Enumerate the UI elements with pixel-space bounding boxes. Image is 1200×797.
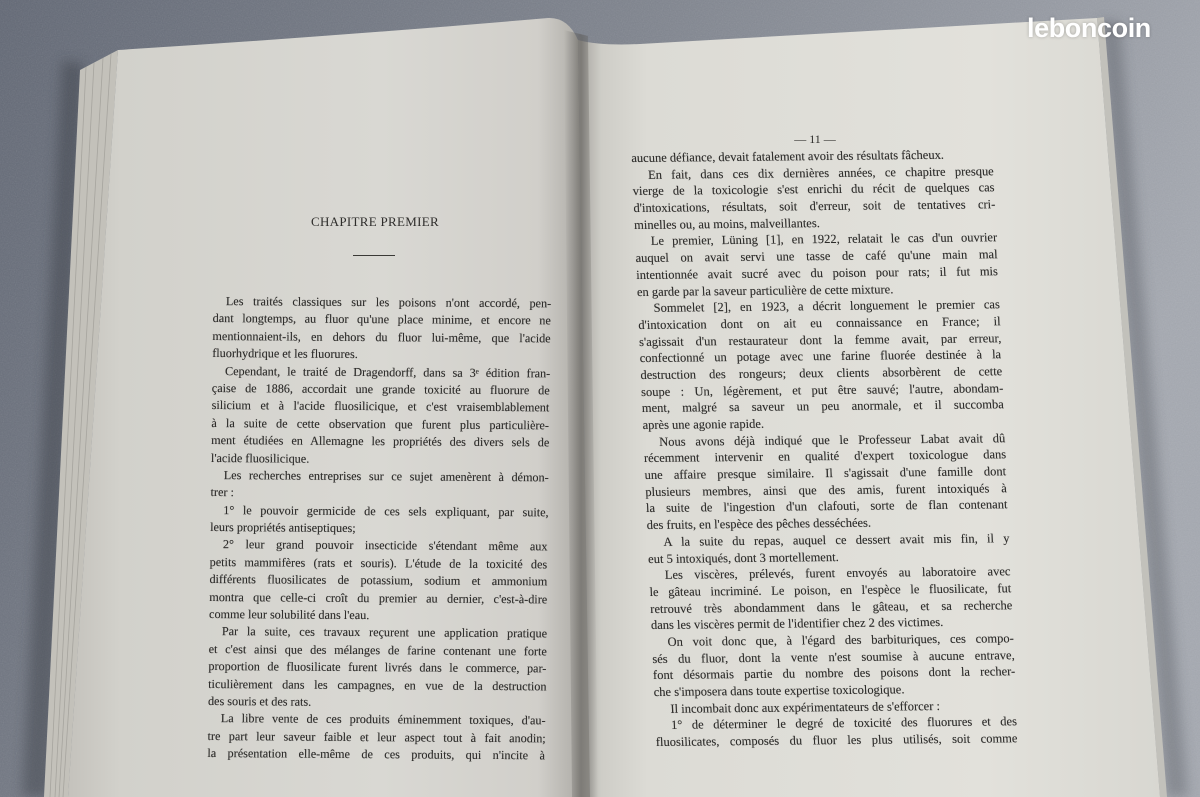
text-line-content: proportion de fluosilicate furent livrés dans le commerce, par- xyxy=(208,659,547,676)
paragraph xyxy=(209,536,548,625)
text-line-content: dans les viscères permit de l'identifier chez 2 des victimes. xyxy=(650,615,944,633)
text-line-content: à la suite de cette observation que furent plus particulière- xyxy=(211,415,550,433)
paragraph xyxy=(212,293,551,365)
paragraph xyxy=(211,363,550,470)
text-line-content: fluorhydrique et les fluorures. xyxy=(212,346,358,362)
text-line-content: Les traités classiques sur les poisons n'ont accordé, pen- xyxy=(225,294,552,311)
text-line-content: font désormais partie du nombre des poisons dont la recher- xyxy=(652,664,1016,683)
right-page-text xyxy=(631,146,1018,751)
chapter-title-rule xyxy=(353,255,395,256)
text-line-content: Il incombait donc aux expérimentateurs de s'efforcer : xyxy=(670,698,941,716)
text-line-content: après une agonie rapide. xyxy=(642,416,765,432)
text-line-content: çaise de 1886, accordait une grande toxicité au fluorure de xyxy=(211,380,550,398)
text-line-content: l'acide fluosilicique. xyxy=(210,450,310,466)
paragraph xyxy=(210,467,548,504)
page-number: — 11 — xyxy=(794,132,836,146)
text-line-content: une affaire presque similaire. Il s'agissait d'une famille dont xyxy=(644,464,1007,483)
paragraph xyxy=(207,710,546,765)
text-line-content: plusieurs membres, ainsi que des amis, furent intoxiqués à xyxy=(645,480,1008,499)
paragraph xyxy=(208,623,547,712)
text-line-content: différents fluosilicates de potassium, sodium et ammonium xyxy=(209,572,548,589)
paragraph xyxy=(634,230,999,301)
text-line-content: fluosilicates, composés du fluor les plus utilisés, soit comme xyxy=(655,731,1018,750)
text-line xyxy=(211,467,549,487)
text-line-content: d'intoxication dont on ait eu connaissance en France; il xyxy=(638,314,1001,332)
watermark-logo: leboncoin xyxy=(1027,13,1151,43)
text-line-content: retrouvé très abondamment dans le gâteau, et sa recherche xyxy=(649,597,1013,616)
text-line-content: confectionné un potage avec une farine fluorée destinée à la xyxy=(639,347,1002,366)
text-line-content: montra que celle-ci croît du premier au dernier, c'est-à-dire xyxy=(209,589,548,607)
text-line-content: 1° le pouvoir germicide de ces sels expliquant, par suite, xyxy=(223,502,549,520)
text-line-content: Les viscères, prélevés, furent envoyés au laboratoire avec xyxy=(664,564,1011,583)
paragraph xyxy=(651,630,1016,701)
text-line-content: des souris et des rats. xyxy=(207,693,312,709)
text-line-content: Les recherches entreprises sur ce sujet amenèrent à démon- xyxy=(223,467,549,485)
text-line-content: comme leur solubilité dans l'eau. xyxy=(208,607,370,623)
paragraph xyxy=(210,502,548,539)
text-line-content: ment étudiées en Allemagne les propriétés des divers sels de xyxy=(211,433,550,450)
chapter-title: CHAPITRE PREMIER xyxy=(311,214,439,229)
text-line-content: 1° de déterminer le degré de toxicité des fluorures et des xyxy=(670,714,1018,733)
text-line-content: ticulièrement dans les campagnes, en vue de la destruction xyxy=(208,676,547,693)
text-line-content: On voit donc que, à l'égard des barbituriques, ces compo- xyxy=(667,631,1015,649)
text-line-content: intentionnée avait sucré avec du poison pour rats; il fut mis xyxy=(635,264,999,282)
text-line-content: Nous avons déjà indiqué que le Professeur Labat avait dû xyxy=(658,430,1006,449)
text-line-content: ment, malgré sa saveur un peu anormale, et il succomba xyxy=(641,397,1005,416)
paragraph xyxy=(648,563,1013,634)
text-line-content: en garde par la saveur particulière de cette mixture. xyxy=(636,281,894,299)
left-page-text xyxy=(207,293,551,765)
text-line-content: et c'est ainsi que des mélanges de farine contenant une forte xyxy=(208,641,547,659)
text-line-content: auquel on avait servi une tasse de café qu'une main mal xyxy=(635,247,998,266)
text-line-content: che s'imposera dans toute expertise toxicologique. xyxy=(653,682,905,699)
text-line-content: mentionnaient-ils, en dehors du fluor lui-même, que l'acide xyxy=(212,328,551,346)
text-line-content: des fruits, en l'espèce des pêches desséchées. xyxy=(646,515,872,533)
paragraph xyxy=(632,163,997,234)
text-line-content: destruction des rongeurs; deux clients absorbèrent de cette xyxy=(640,364,1003,382)
paragraph xyxy=(647,530,1010,567)
text-line-content: A la suite du repas, auquel ce dessert avait mis fin, il y xyxy=(663,531,1010,549)
text-line-content: récemment intervenir en qualité d'expert toxicologue dans xyxy=(643,447,1007,466)
text-line-content: la présentation elle-même de ces produits, qui n'incite à xyxy=(207,746,546,763)
text-line-content: sés du fluor, dont la vente n'est soumise à aucune entrave, xyxy=(652,647,1015,666)
text-line-content: le gâteau incriminé. Le poison, en l'espèce le fluosilicate, fut xyxy=(649,581,1012,599)
text-line-content: silicium et à l'acide fluosilicique, et c'est vraisemblablement xyxy=(211,398,550,415)
paragraph xyxy=(655,714,1018,751)
text-line xyxy=(207,745,545,765)
text-line-content: Par la suite, ces travaux reçurent une application pratique xyxy=(221,624,548,641)
text-line-content: tre part leur saveur faible et leur aspect tout à fait anodin; xyxy=(207,728,546,746)
text-line-content: leurs propriétés antiseptiques; xyxy=(210,520,356,536)
text-line-content: 2° leur grand pouvoir insecticide s'étendant même aux xyxy=(222,537,548,554)
paragraph xyxy=(643,430,1009,534)
text-line-content: petits mammifères (rats et souris). L'étude de la toxicité des xyxy=(209,554,548,572)
text-line-content: d'intoxications, résultats, soit d'erreur, soit de tentatives cri- xyxy=(633,197,996,216)
text-line-content: soupe : Un, légèrement, et put être sauvé; l'autre, abondam- xyxy=(640,380,1004,399)
text-line-content: aucune défiance, devait fatalement avoir des résultats fâcheux. xyxy=(631,147,945,165)
text-line-content: la suite de l'ingestion d'un clafouti, sorte de flan contenant xyxy=(645,497,1008,516)
text-line-content: dant longtemps, au fluor qu'une place minime, et encore ne xyxy=(212,311,551,328)
text-line-content: vierge de la toxicologie s'est enrichi du récit de quelques cas xyxy=(632,180,995,199)
text-line-content: trer : xyxy=(210,485,235,500)
text-line-content: La libre vente de ces produits éminemment toxiques, d'au- xyxy=(220,711,546,728)
paragraph xyxy=(637,296,1004,433)
text-line-content: s'agissait d'un restaurateur dont la femme avait, par erreur, xyxy=(638,330,1002,349)
text-line-content: En fait, dans ces dix dernières années, ce chapitre presque xyxy=(647,163,994,182)
text-line-content: eut 5 intoxiqués, dont 3 mortellement. xyxy=(647,549,839,566)
text-line-content: minelles ou, au moins, malveillantes. xyxy=(633,215,821,232)
text-line-content: Le premier, Lüning [1], en 1922, relatait le cas d'un ouvrier xyxy=(650,230,998,249)
text-line-content: Cependant, le traité de Dragendorff, dans sa 3ᵉ édition fran- xyxy=(224,363,551,380)
text-line-content: Sommelet [2], en 1923, a décrit longuement le premier cas xyxy=(653,297,1001,316)
